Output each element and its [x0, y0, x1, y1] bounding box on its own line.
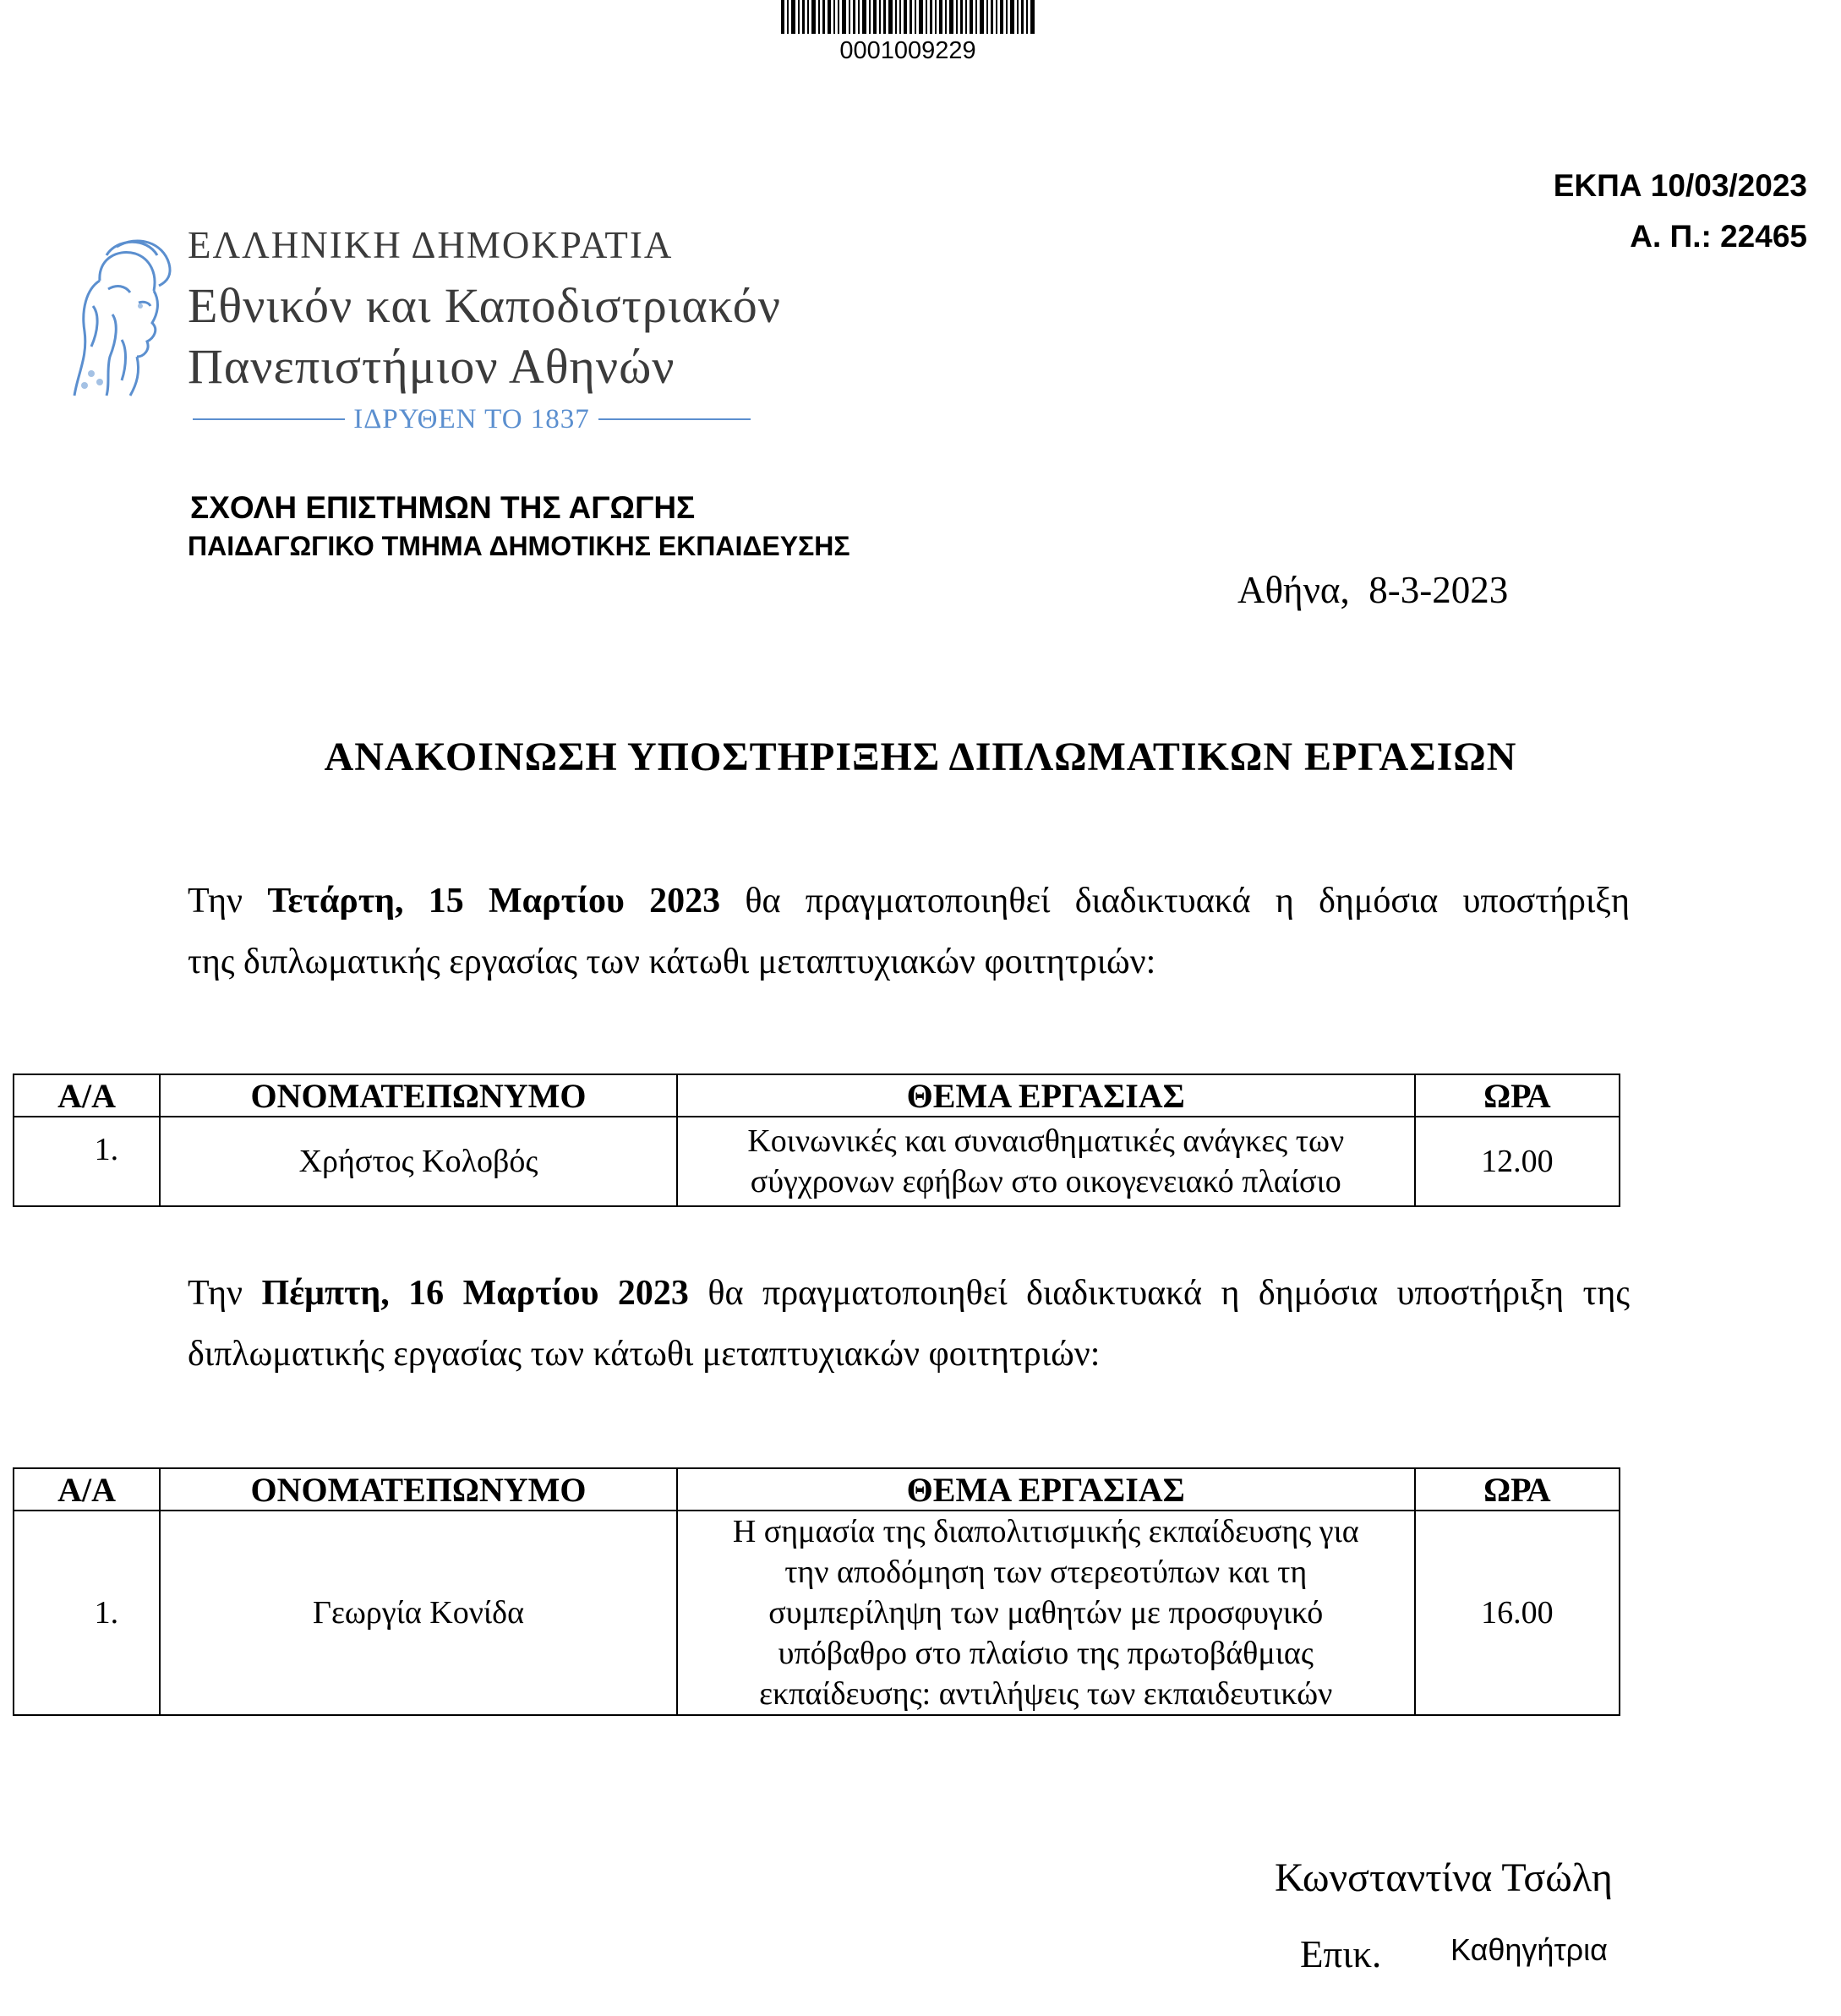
table-row: [14, 1511, 1620, 1715]
header-aa: Α/Α: [14, 1074, 160, 1117]
header-topic: ΘΕΜΑ ΕΡΓΑΣΙΑΣ: [677, 1468, 1415, 1511]
logo-founded-row: [193, 402, 751, 436]
announcement-1-prefix: Την: [188, 882, 268, 921]
school-name: ΣΧΟΛΗ ΕΠΙΣΤΗΜΩΝ ΤΗΣ ΑΓΩΓΗΣ: [190, 490, 696, 525]
announcement-2-text: θα πραγματοποιηθεί διαδικτυακά η δημόσια υποστήριξη της: [688, 1274, 1631, 1313]
announcement-2-prefix: Την: [188, 1274, 262, 1313]
row-topic: [677, 1511, 1415, 1715]
table-header-row: [14, 1468, 1620, 1511]
row-name: Χρήστος Κολοβός: [160, 1117, 677, 1206]
barcode: [781, 0, 1035, 34]
row-topic-line: Κοινωνικές και συναισθηματικές ανάγκες των: [747, 1123, 1345, 1159]
announcement-2-line-1: [188, 1263, 1630, 1324]
announcement-paragraph-2: [188, 1263, 1630, 1385]
logo-university-name-line-2: Πανεπιστήμιον Αθηνών: [188, 339, 675, 394]
row-aa: 1.: [14, 1117, 160, 1206]
row-time: 12.00: [1415, 1117, 1620, 1206]
row-topic: [677, 1117, 1415, 1206]
announcement-title: ΑΝΑΚΟΙΝΩΣΗ ΥΠΟΣΤΗΡΙΞΗΣ ΔΙΠΛΩΜΑΤΙΚΩΝ ΕΡΓΑΣΙΩΝ: [324, 735, 1517, 779]
announcement-1-date: Τετάρτη, 15 Μαρτίου 2023: [267, 882, 721, 921]
protocol-number: Α. Π.: 22465: [1630, 219, 1807, 254]
header-time: ΩΡΑ: [1415, 1468, 1620, 1511]
row-topic-line: σύγχρονων εφήβων στο οικογενειακό πλαίσιο: [750, 1164, 1341, 1199]
signatory-name: Κωνσταντίνα Τσώλη: [1275, 1855, 1613, 1900]
barcode-number: 0001009229: [839, 37, 976, 64]
table-row: [14, 1117, 1620, 1206]
table-header-row: [14, 1074, 1620, 1117]
announcement-2-date: Πέμπτη, 16 Μαρτίου 2023: [261, 1274, 689, 1313]
logo-republic-text: ΕΛΛΗΝΙΚΗ ΔΗΜΟΚΡΑΤΙΑ: [188, 224, 674, 266]
row-topic-line: εκπαίδευσης: αντιλήψεις των εκπαιδευτικών: [759, 1676, 1333, 1712]
logo-founded-text: ΙΔΡΥΘΕΝ ΤΟ 1837: [353, 403, 590, 434]
row-aa: 1.: [14, 1511, 160, 1715]
row-time: 16.00: [1415, 1511, 1620, 1715]
place-date: Αθήνα, 8-3-2023: [1237, 569, 1509, 611]
header-name: ΟΝΟΜΑΤΕΠΩΝΥΜΟ: [160, 1074, 677, 1117]
announcement-2-line-2: διπλωματικής εργασίας των κάτωθι μεταπτυχιακών φοιτητριών:: [188, 1335, 1101, 1374]
announcement-1-line-1: [188, 871, 1630, 932]
row-topic-line: την αποδόμηση των στερεοτύπων και τη: [784, 1554, 1308, 1590]
logo-rule-left: [193, 418, 345, 420]
athena-emblem-logo: [66, 230, 176, 399]
department-name: ΠΑΙΔΑΓΩΓΙΚΟ ΤΜΗΜΑ ΔΗΜΟΤΙΚΗΣ ΕΚΠΑΙΔΕΥΣΗΣ: [188, 531, 850, 561]
header-topic: ΘΕΜΑ ΕΡΓΑΣΙΑΣ: [677, 1074, 1415, 1117]
signatory-title: Καθηγήτρια: [1450, 1932, 1608, 1967]
defense-table-2: [13, 1467, 1620, 1716]
header-aa: Α/Α: [14, 1468, 160, 1511]
header-name: ΟΝΟΜΑΤΕΠΩΝΥΜΟ: [160, 1468, 677, 1511]
logo-rule-right: [598, 418, 751, 420]
protocol-block: [1554, 161, 1807, 262]
signatory-title-prefix: Επικ.: [1300, 1933, 1382, 1975]
announcement-paragraph-1: [188, 871, 1630, 992]
row-topic-line: υπόβαθρο στο πλαίσιο της πρωτοβάθμιας: [778, 1636, 1314, 1671]
header-time: ΩΡΑ: [1415, 1074, 1620, 1117]
row-name: Γεωργία Κονίδα: [160, 1511, 677, 1715]
announcement-1-line-2: της διπλωματικής εργασίας των κάτωθι μεταπτυχιακών φοιτητριών:: [188, 942, 1156, 981]
defense-table-1: [13, 1074, 1620, 1207]
logo-university-name-line-1: Εθνικόν και Καποδιστριακόν: [188, 278, 781, 333]
protocol-line-1: ΕΚΠΑ 10/03/2023: [1553, 168, 1807, 203]
row-topic-line: Η σημασία της διαπολιτισμικής εκπαίδευσης για: [732, 1514, 1359, 1549]
row-topic-line: συμπερίληψη των μαθητών με προσφυγικό: [768, 1595, 1324, 1631]
announcement-1-text: θα πραγματοποιηθεί διαδικτυακά η δημόσια υποστήριξη: [720, 882, 1630, 921]
